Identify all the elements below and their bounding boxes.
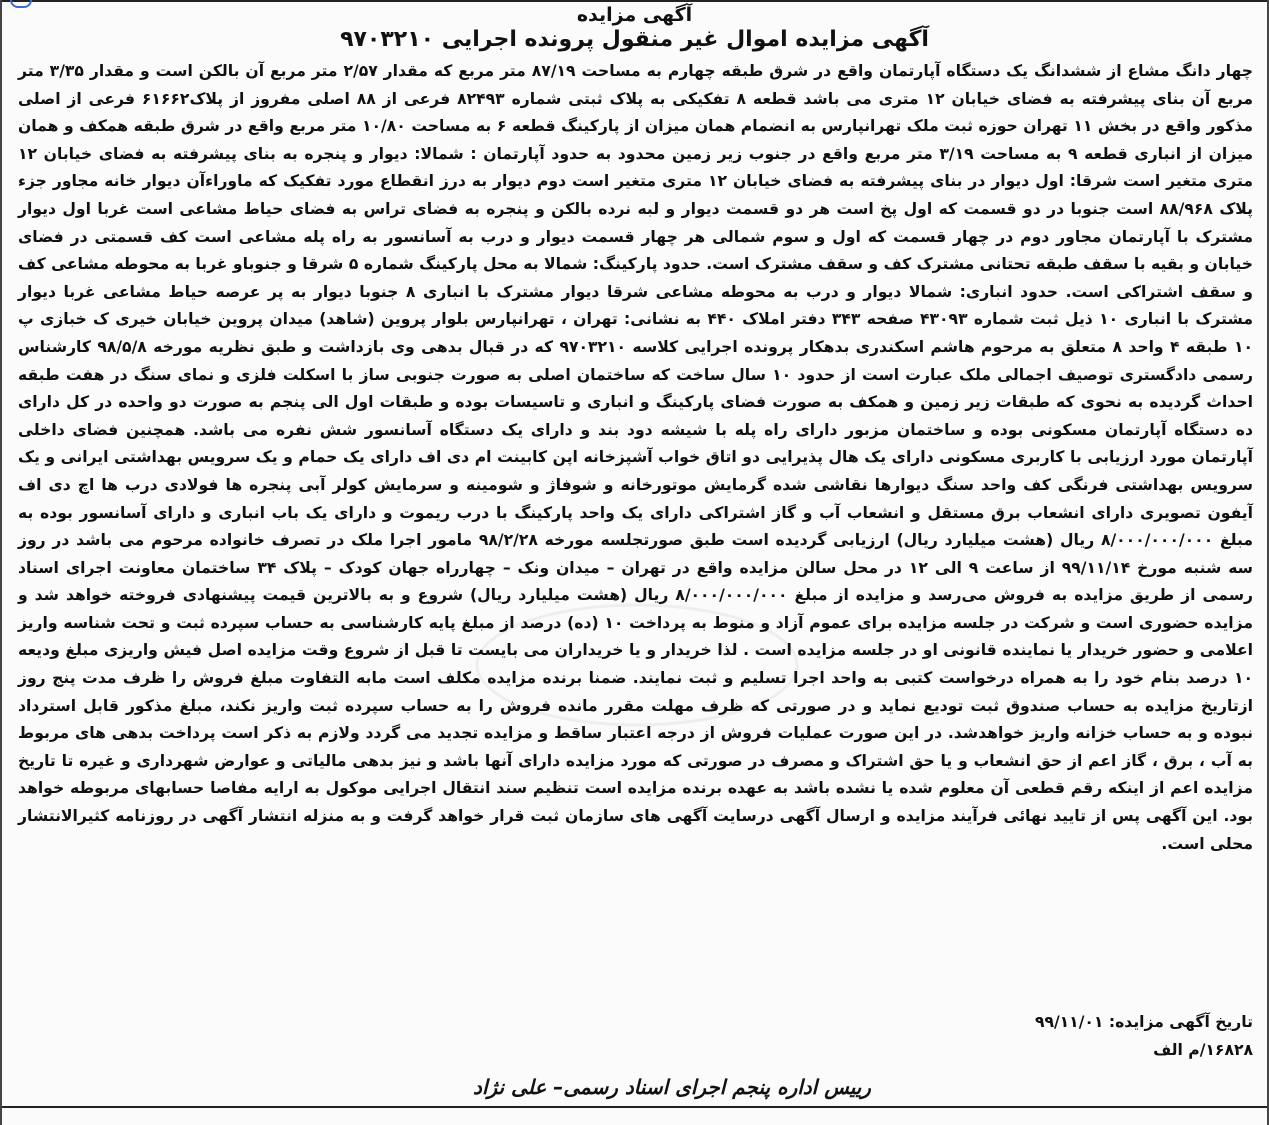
notice-subtitle: آگهی مزایده اموال غیر منقول پرونده اجرایی ۹۷۰۳۲۱۰ — [340, 27, 929, 52]
notice-title: آگهی مزایده — [576, 4, 693, 26]
top-rule — [2, 0, 1267, 2]
notice-body — [18, 58, 1253, 858]
notice-header — [2, 4, 1267, 54]
notice-code: ۱۶۸۲۸/م الف — [1153, 1041, 1253, 1059]
bottom-rule — [2, 1106, 1267, 1108]
notice-date: تاریخ آگهی مزایده: ۹۹/۱۱/۰۱ — [1034, 1013, 1253, 1031]
signature-line: رییس اداره پنجم اجرای اسناد رسمی– علی نژاد — [473, 1075, 871, 1099]
notice-body-text: چهار دانگ مشاع از ششدانگ یک دستگاه آپارتمان واقع در شرق طبقه چهارم به مساحت ۸۷/۱۹ متر مربع که مقدار ۲/۵۷ متر مربع آن بالکن است و مقدار ۳/۳۵ متر مربع آن بنای پیشرفته به فضای خیابان ۱۲ متری می باشد قطعه ۸ تفکیکی به پلاک ثبتی شماره ۸۲۴۹۳ فرعی از ۸۸ اصلی مفروز از پلاک۶۱۶۶۲ فرعی از اصلی مذکور واقع در بخش ۱۱ تهران حوزه ثبت ملک تهرانپارس به انضمام همان میزان از پارکینگ قطعه ۶ به مساحت ۱۰/۸۰ متر مربع واقع در شرق طبقه همکف و همان میزان از انباری قطعه ۹ به مساحت ۳/۱۹ متر مربع واقع در جنوب زیر زمین محدود به حدود آپارتمان : شمالا: دیوار و پنجره به بنای پیشرفته به فضای خیابان ۱۲ متری متغیر است شرقا: اول دیوار در بنای پیشرفته به فضای خیابان ۱۲ متری متغیر است دوم دیوار به درز انقطاع مورد تفکیک که ماوراءآن دیوار خانه مجاور جزء پلاک ۸۸/۹۶۸ است جنوبا در دو قسمت که اول پخ است هر دو قسمت دیوار و لبه نرده بالکن و پنجره به فضای تراس به فضای حیاط مشاعی است غربا اول دیوار مشترک با آپارتمان مجاور دوم در چهار قسمت که اول و سوم شمالی هر چهار قسمت دیوار و درب به آسانسور به راه پله مشاعی است کف قسمتی در فضای خیابان و بقیه با سقف طبقه تحتانی مشترک کف و سقف مشترک است. حدود پارکینگ: شمالا به محل پارکینگ شماره ۵ شرقا و جنوباو غربا به محوطه مشاعی کف و سقف اشتراکی است. حدود انباری: شمالا دیوار و درب به محوطه مشاعی شرقا دیوار مشترک با انباری ۸ جنوبا دیوار به پر عرصه حیاط مشاعی غربا دیوار مشترک با انباری ۱۰ ذیل ثبت شماره ۴۳۰۹۳ صفحه ۳۴۳ دفتر املاک ۴۴۰ به نشانی: تهران ، تهرانپارس بلوار پروین (شاهد) میدان پروین خیابان خیری ک خبازی پ ۱۰ طبقه ۴ واحد ۸ متعلق به مرحوم هاشم اسکندری بدهکار پرونده اجرایی کلاسه ۹۷۰۳۲۱۰ که در قبال بدهی وی بازداشت و طبق نظریه مورخه ۹۸/۵/۸ کارشناس رسمی دادگستری توصیف اجمالی ملک عبارت است از حدود ۱۰ سال ساخت که ساختمان اصلی به صورت جنوبی ساز با اسکلت فلزی و نمای سنگ در هفت طبقه احداث گردیده به نحوی که طبقات زیر زمین و همکف به صورت فضای پارکینگ و انباری و تاسیسات بوده و طبقات اول الی پنجم به صورت دو واحده در کل دارای ده دستگاه آپارتمان مسکونی بوده و ساختمان مزبور دارای راه پله با شیشه دود بند و دارای یک دستگاه آسانسور شش نفره می باشد. همچنین فضای داخلی آپارتمان مورد ارزیابی با کاربری مسکونی دارای یک هال پذیرایی دو اتاق خواب آشپزخانه اپن کابینت ام دی اف دارای یک حمام و یک سرویس بهداشتی ایرانی و یک سرویس بهداشتی فرنگی کف واحد سنگ دیوارها نقاشی شده گرمایش موتورخانه و شوفاژ و شومینه و سرمایش کولر آبی پنجره ها فولادی درب ها اچ دی اف آیفون تصویری دارای انشعاب برق مستقل و انشعاب آب و گاز اشتراکی دارای یک واحد پارکینگ با درب ریموت و دارای یک باب انباری و دارای آسانسور بوده به مبلغ ۸/۰۰۰/۰۰۰/۰۰۰ ریال (هشت میلیارد ریال) ارزیابی گردیده است طبق صورتجلسه مورخه ۹۸/۲/۲۸ مامور اجرا ملک در تصرف خانواده مرحوم می باشد در روز سه شنبه مورخ ۹۹/۱۱/۱۴ از ساعت ۹ الی ۱۲ در محل سالن مزایده واقع در تهران – میدان ونک – چهارراه جهان کودک – پلاک ۳۴ ساختمان معاونت اجرای اسناد رسمی از طریق مزایده به فروش می‌رسد و مزایده از مبلغ ۸/۰۰۰/۰۰۰/۰۰۰ ریال (هشت میلیارد ریال) شروع و به بالاترین قیمت پیشنهادی فروخته خواهد شد و مزایده حضوری است و شرکت در جلسه مزایده برای عموم آزاد و منوط به پرداخت ۱۰ (ده) درصد از مبلغ پایه کارشناسی به حساب سپرده ثبت و تحت شناسه واریز اعلامی و حضور خریدار یا نماینده قانونی او در جلسه مزایده است . لذا خریدار و یا خریداران می بایست تا قبل از شروع وقت مزایده اصل فیش واریزی مبلغ ودیعه ۱۰ درصد بنام خود را به همراه درخواست کتبی به واحد اجرا تسلیم و ثبت نمایند. ضمنا برنده مزایده مکلف است مابه التفاوت مبلغ فروش را ظرف مدت پنج روز ازتاریخ مزایده به حساب صندوق ثبت تودیع نماید و در صورتی که ظرف مهلت مقرر مانده فروش را به حساب سپرده ثبت واریز نکند، مبلغ مذکور قابل استرداد نبوده و به حساب خزانه واریز خواهدشد. در این صورت عملیات فروش از درجه اعتبار ساقط و مزایده تجدید می گردد ولازم به ذکر است پرداخت بدهی های مربوط به آب ، برق ، گاز اعم از حق انشعاب و یا حق اشتراک و مصرف در صورتی که مورد مزایده دارای آنها باشد و نیز بدهی مالیاتی و عوارض شهرداری و غیره تا تاریخ مزایده اعم از اینکه رقم قطعی آن معلوم شده یا نشده باشد به عهده برنده مزایده است تنظیم سند انتقال اجرایی موکول به ارایه مفاصا حسابهای مربوطه خواهد بود. این آگهی پس از تایید نهائی فرآیند مزایده و ارسال آگهی درسایت آگهی های سازمان ثبت قرار خواهد گرفت و به منزله انتشار آگهی در روزنامه کثیرالانتشار محلی است. — [18, 62, 1254, 853]
